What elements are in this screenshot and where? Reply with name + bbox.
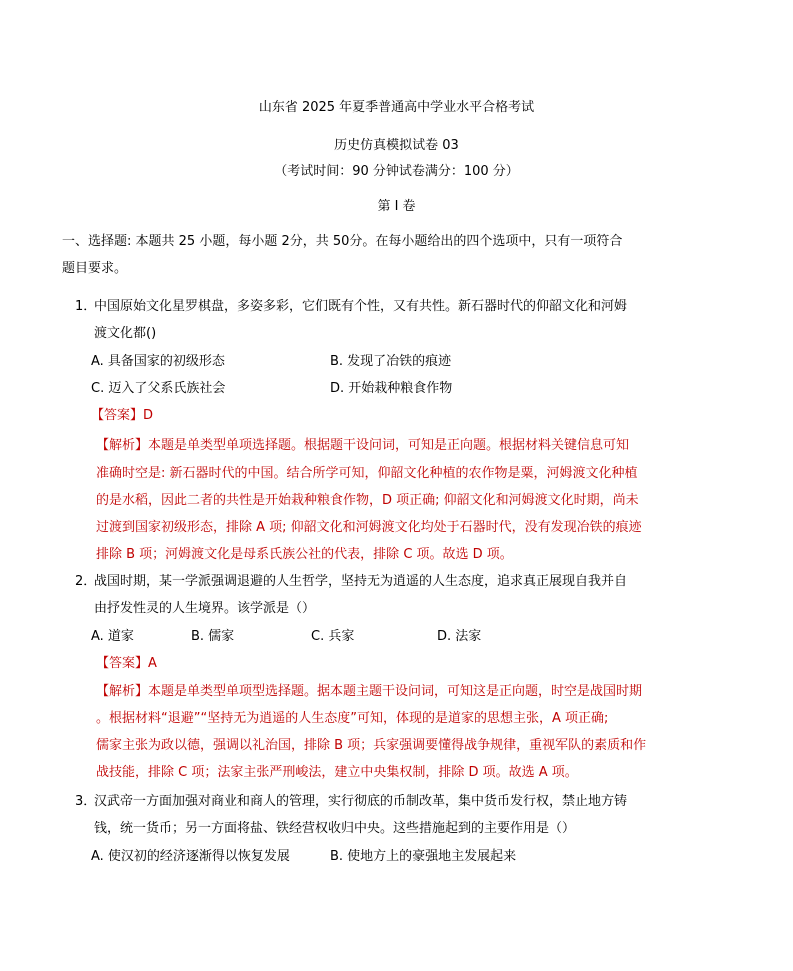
analysis-line: 准确时空是: 新石器时代的中国。结合所学可知，仰韶文化种植的农作物是粟，河姆渡文化种植 — [96, 466, 638, 481]
question-number: 1． — [75, 299, 97, 314]
option-c: C. 兵家 — [311, 629, 355, 644]
exam-title: 山东省 2025 年夏季普通高中学业水平合格考试 — [258, 100, 535, 115]
analysis-line: 【解析】本题是单类型单项型选择题。据本题主题干设问词，可知这是正向题，时空是战国时期 — [96, 684, 643, 699]
analysis-line: 【解析】本题是单类型单项选择题。根据题干设问词，可知是正向题。根据材料关键信息可知 — [96, 438, 630, 453]
answer-label: 【答案】D — [91, 408, 154, 423]
analysis-line: 过渡到国家初级形态，排除 A 项; 仰韶文化和河姆渡文化均处于石器时代，没有发现冶铁的痕迹 — [96, 520, 642, 535]
section-instructions-line2: 题目要求。 — [62, 261, 128, 276]
section-instructions-line1: 一、选择题: 本题共 25 小题，每小题 2分，共 50分。在每小题给出的四个选项中，只有一项符合 — [62, 234, 623, 249]
question-number: 3． — [75, 794, 97, 809]
option-a: A. 道家 — [91, 629, 134, 644]
paper-subtitle: 历史仿真模拟试卷 03 — [334, 138, 459, 153]
question-stem-line: 钱，统一货币；另一方面将盐、铁经营权收归中央。这些措施起到的主要作用是（） — [94, 821, 576, 836]
option-d: D. 开始栽种粮食作物 — [330, 381, 453, 396]
analysis-line: 战技能，排除 C 项；法家主张严刑峻法，建立中央集权制，排除 D 项。故选 A 项。 — [96, 765, 578, 780]
analysis-line: 。根据材料“退避”“坚持无为逍遥的人生态度”可知，体现的是道家的思想主张，A 项正确; — [96, 711, 609, 726]
question-stem-line: 由抒发性灵的人生境界。该学派是（） — [94, 601, 316, 616]
option-a: A. 具备国家的初级形态 — [91, 354, 225, 369]
analysis-line: 的是水稻，因此二者的共性是开始栽种粮食作物，D 项正确; 仰韶文化和河姆渡文化时期，尚未 — [96, 493, 639, 508]
option-d: D. 法家 — [437, 629, 482, 644]
analysis-line: 儒家主张为政以德，强调以礼治国，排除 B 项；兵家强调要懂得战争规律，重视军队的素质和作 — [96, 738, 647, 753]
option-c: C. 迈入了父系氏族社会 — [91, 381, 226, 396]
question-stem-line: 中国原始文化星罗棋盘，多姿多彩，它们既有个性，又有共性。新石器时代的仰韶文化和河姆 — [94, 299, 628, 314]
volume-heading: 第 I 卷 — [377, 199, 416, 214]
question-stem-line: 渡文化都() — [94, 326, 157, 341]
option-b: B. 儒家 — [191, 629, 235, 644]
question-stem-line: 战国时期，某一学派强调退避的人生哲学，坚持无为逍遥的人生态度，追求真正展现自我并自 — [94, 574, 628, 589]
exam-info: （考试时间：90 分钟试卷满分：100 分） — [274, 164, 519, 179]
analysis-line: 排除 B 项；河姆渡文化是母系氏族公社的代表，排除 C 项。故选 D 项。 — [96, 547, 513, 562]
question-number: 2． — [75, 574, 97, 589]
option-a: A. 使汉初的经济逐渐得以恢复发展 — [91, 849, 290, 864]
option-b: B. 使地方上的豪强地主发展起来 — [330, 849, 517, 864]
question-stem-line: 汉武帝一方面加强对商业和商人的管理，实行彻底的币制改革，集中货币发行权，禁止地方铸 — [94, 794, 628, 809]
option-b: B. 发现了冶铁的痕迹 — [330, 354, 452, 369]
answer-label: 【答案】A — [96, 656, 157, 671]
